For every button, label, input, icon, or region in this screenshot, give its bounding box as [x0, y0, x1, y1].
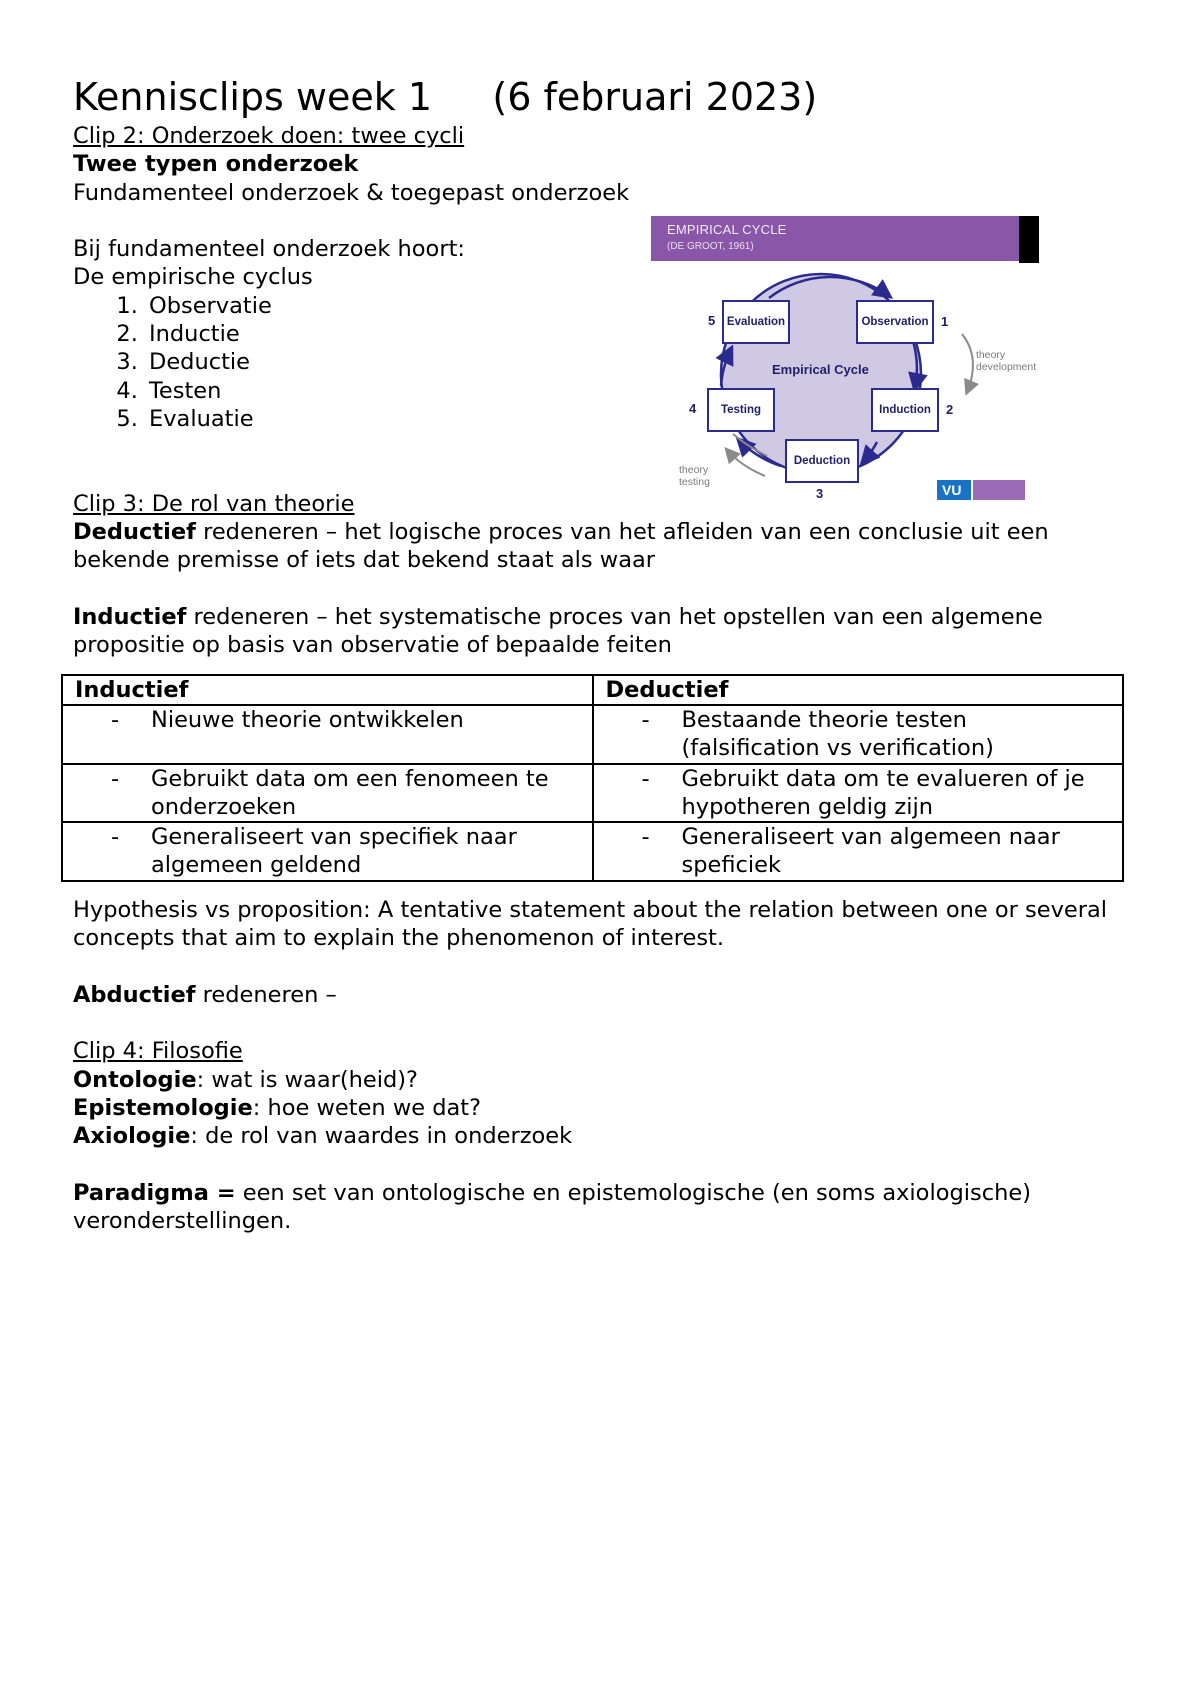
- deductief-text: redeneren – het logische proces van het afleiden van een conclusie uit een bekende premisse of iets dat bekend staat als waar: [73, 519, 1049, 574]
- number-2: 2: [946, 402, 954, 417]
- table-row: [62, 822, 1123, 881]
- box-evaluation: Evaluation: [722, 300, 790, 344]
- abductief-definition: Abductief redeneren –: [73, 981, 337, 1008]
- table-cell: - Generaliseert van algemeen naar speficiek: [593, 822, 1124, 881]
- table-header-row: [62, 675, 1123, 705]
- table-header-inductief: Inductief: [62, 675, 593, 705]
- box-observation: Observation: [856, 300, 934, 344]
- banner-title: EMPIRICAL CYCLE: [667, 222, 787, 237]
- box-deduction: Deduction: [785, 439, 859, 483]
- hypothesis-text: Hypothesis vs proposition: A tentative statement about the relation between one or several concepts that aim to explain the phenomenon of interest.: [73, 896, 1108, 952]
- table-header-deductief: Deductief: [593, 675, 1124, 705]
- axiologie-line: Axiologie: de rol van waardes in onderzoek: [73, 1123, 573, 1150]
- list-item: 4. Testen: [145, 377, 1133, 405]
- theory-development-label: theory development: [976, 349, 1037, 373]
- theory-testing-label: theory testing: [679, 464, 710, 488]
- theory-development-arrow: [962, 334, 973, 392]
- abductief-term: Abductief: [73, 981, 196, 1008]
- empirical-cycle-figure: [651, 216, 1041, 503]
- page-title: Kennisclips week 1 (6 februari 2023): [73, 75, 818, 119]
- number-1: 1: [941, 314, 949, 329]
- deductief-definition: [73, 518, 1133, 575]
- list-item: 3. Deductie: [145, 348, 1133, 376]
- ontologie-line: Ontologie: wat is waar(heid)?: [73, 1066, 418, 1093]
- number-3: 3: [816, 486, 824, 501]
- number-5: 5: [708, 313, 716, 328]
- list-item: 1. Observatie: [145, 292, 1133, 320]
- list-item: 5. Evaluatie: [145, 405, 1133, 433]
- comparison-table: [61, 674, 1124, 882]
- table-cell: - Bestaande theorie testen (falsification vs verification): [593, 705, 1124, 764]
- inductief-text: redeneren – het systematische proces van het opstellen van een algemene propositie op basis van observatie of bepaalde feiten: [73, 604, 1043, 659]
- inductief-term: Inductief: [73, 604, 187, 631]
- box-induction: Induction: [871, 388, 939, 432]
- fundamental-intro: Bij fundamenteel onderzoek hoort:: [73, 236, 465, 263]
- epistemologie-line: Epistemologie: hoe weten we dat?: [73, 1094, 482, 1121]
- table-cell: - Generaliseert van specifiek naar algemeen geldend: [62, 822, 593, 881]
- number-4: 4: [689, 401, 697, 416]
- list-item: 2. Inductie: [145, 320, 1133, 348]
- inductief-definition: [73, 603, 1133, 660]
- clip2-heading: Clip 2: Onderzoek doen: twee cycli: [73, 123, 465, 149]
- banner-subtitle: (DE GROOT, 1961): [667, 241, 754, 252]
- box-testing: Testing: [707, 388, 775, 432]
- table-row: [62, 705, 1123, 764]
- table-row: [62, 764, 1123, 823]
- clip2-subheading: Twee typen onderzoek: [73, 151, 359, 178]
- cycle-center-label: Empirical Cycle: [772, 362, 869, 377]
- deductief-term: Deductief: [73, 519, 196, 546]
- clip3-heading: Clip 3: De rol van theorie: [73, 490, 355, 517]
- research-types: Fundamenteel onderzoek & toegepast onderzoek: [73, 179, 630, 206]
- table-cell: - Gebruikt data om te evalueren of je hypotheren geldig zijn: [593, 764, 1124, 823]
- cycle-name: De empirische cyclus: [73, 264, 313, 291]
- clip4-heading: Clip 4: Filosofie: [73, 1038, 243, 1065]
- table-cell: - Nieuwe theorie ontwikkelen: [62, 705, 593, 764]
- svg-text:VU: VU: [942, 482, 962, 498]
- table-cell: - Gebruikt data om een fenomeen te onderzoeken: [62, 764, 593, 823]
- paradigma-definition: Paradigma = een set van ontologische en epistemologische (en soms axiologische) veronderstellingen.: [73, 1179, 1031, 1234]
